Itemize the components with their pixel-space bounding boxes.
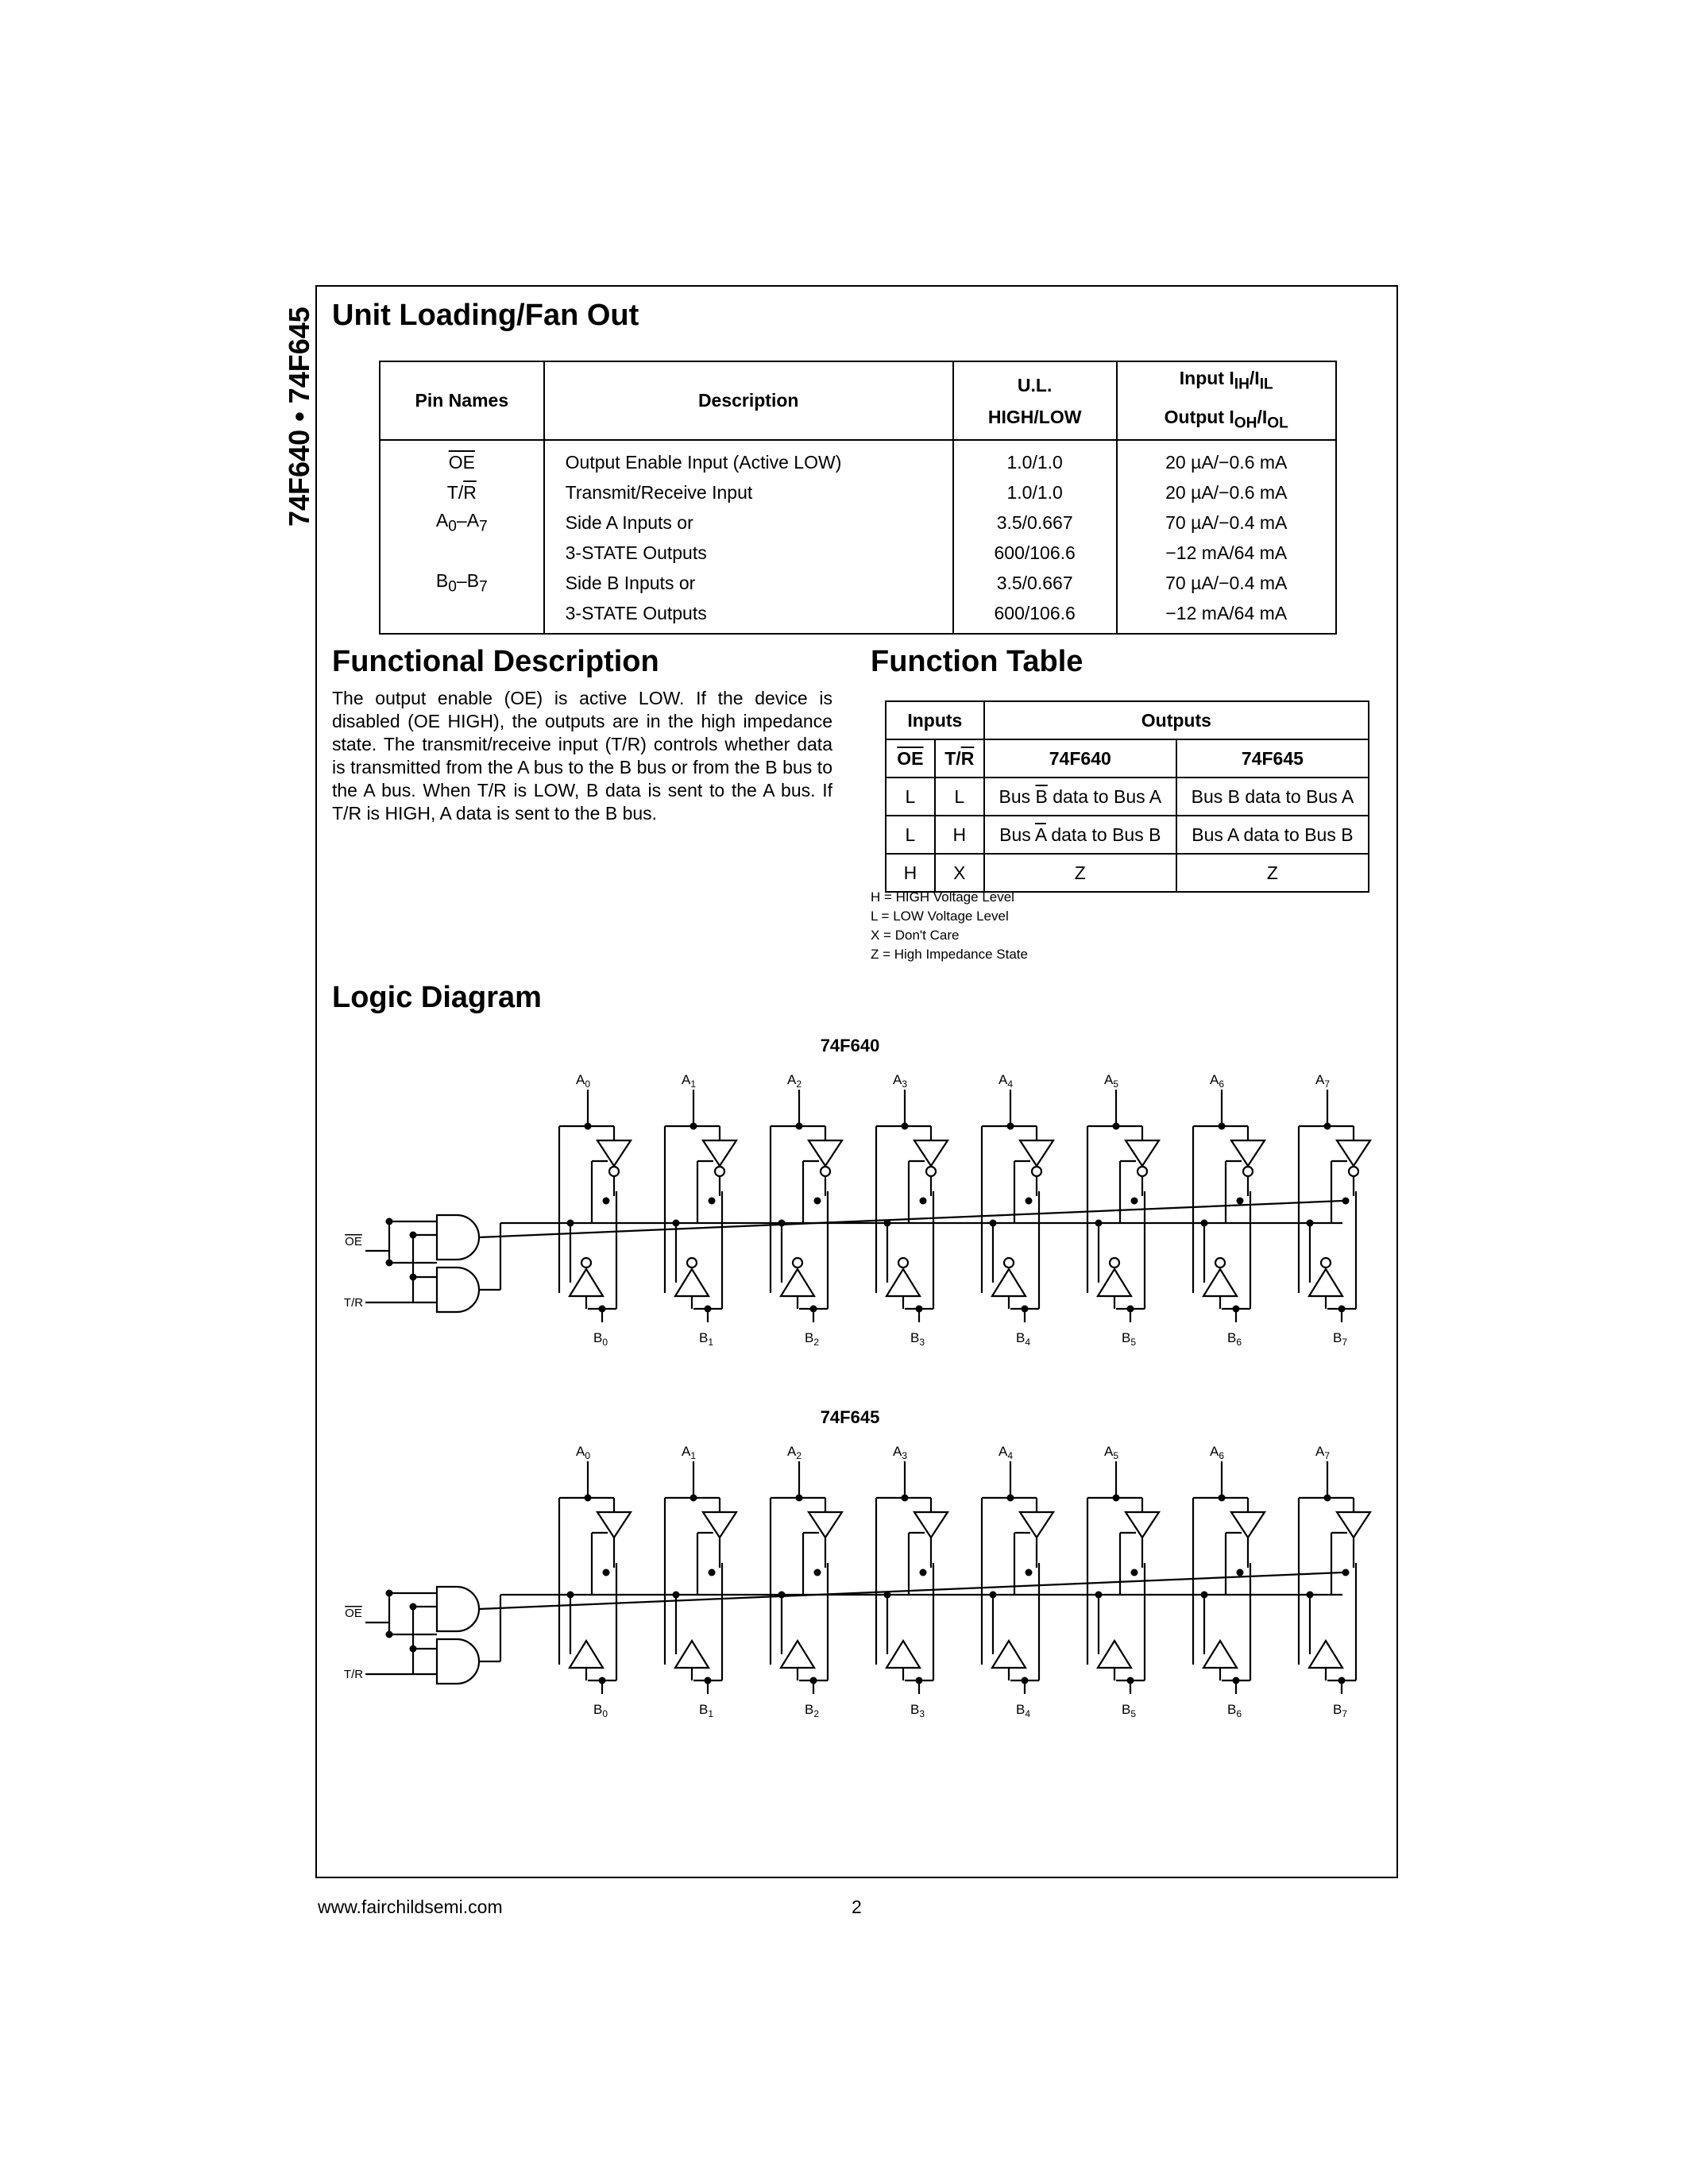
pin-name: $A_0-A_7$ — [380, 507, 544, 538]
f645-value: Bus A data to Bus B — [1176, 816, 1369, 854]
f640-value: Bus $\overline{B}$ data to Bus A — [984, 778, 1176, 816]
side-part-label-text: 74F640 • 74F645 — [283, 307, 315, 527]
buffer-triangle-icon — [1231, 1512, 1265, 1538]
b-pin-label: $B_2$ — [804, 1702, 820, 1719]
header-output-line: Output $I_{OH}/I_{OL}$ — [1164, 406, 1288, 432]
buffer-triangle-icon — [703, 1140, 736, 1166]
b-pin-label: $B_3$ — [910, 1702, 925, 1719]
and-gate-icon — [437, 1215, 479, 1260]
f645-value: Bus B data to Bus A — [1176, 778, 1369, 816]
buffer-triangle-icon — [1020, 1140, 1053, 1166]
logic-diagram-title: Logic Diagram — [332, 981, 542, 1014]
b-pin-label: $B_3$ — [910, 1330, 925, 1348]
table-row — [380, 440, 1336, 477]
b-pin-label: $B_5$ — [1121, 1330, 1137, 1348]
a-pin-label: $A_4$ — [998, 1444, 1014, 1461]
inversion-bubble — [609, 1167, 619, 1176]
table-row — [380, 598, 1336, 634]
junction-dot — [1131, 1569, 1138, 1576]
junction-dot — [920, 1569, 927, 1576]
table-row — [886, 854, 1369, 892]
inversion-bubble — [687, 1258, 697, 1268]
b-pin-label: $B_4$ — [1015, 1330, 1031, 1348]
col-oe: $\overline{OE}$ — [897, 747, 924, 769]
tr-input-label: T/R — [343, 1296, 364, 1310]
function-table — [885, 700, 1369, 893]
legend-item: H = HIGH Voltage Level — [871, 889, 1014, 905]
table-row — [380, 507, 1336, 538]
pin-description: 3-STATE Outputs — [544, 538, 953, 568]
junction-dot — [386, 1590, 393, 1597]
logic-diagrams — [318, 1024, 1382, 1755]
inversion-bubble — [1110, 1258, 1119, 1268]
col-74f645: 74F645 — [1176, 739, 1369, 778]
buffer-triangle-icon — [992, 1641, 1026, 1668]
pin-name: $\overline{OE}$ — [448, 451, 475, 473]
and-gate-icon — [437, 1639, 479, 1684]
side-part-label — [264, 288, 315, 527]
pin-name: $B_0-B_7$ — [380, 568, 544, 598]
b-pin-label: $B_4$ — [1015, 1702, 1031, 1719]
ul-value: 3.5/0.667 — [953, 507, 1117, 538]
inversion-bubble — [1138, 1167, 1147, 1176]
pin-description: 3-STATE Outputs — [544, 598, 953, 634]
buffer-triangle-icon — [675, 1269, 709, 1296]
tr-value: X — [935, 854, 984, 892]
junction-dot — [709, 1198, 716, 1205]
buffer-triangle-icon — [597, 1140, 631, 1166]
pin-description: Side A Inputs or — [544, 507, 953, 538]
io-value: 20 µA/−0.6 mA — [1117, 477, 1336, 507]
b-pin-label: $B_2$ — [804, 1330, 820, 1348]
junction-dot — [410, 1646, 417, 1653]
junction-dot — [1237, 1569, 1244, 1576]
a-pin-label: $A_5$ — [1103, 1444, 1119, 1461]
a-pin-label: $A_5$ — [1103, 1072, 1119, 1090]
inversion-bubble — [581, 1258, 591, 1268]
junction-dot — [386, 1631, 393, 1638]
b-pin-label: $B_6$ — [1226, 1330, 1242, 1348]
diagram-title: 74F640 — [820, 1036, 880, 1055]
junction-dot — [920, 1198, 927, 1205]
a-pin-label: $A_6$ — [1209, 1072, 1225, 1090]
junction-dot — [814, 1198, 821, 1205]
logic-diagram-74f645 — [344, 1407, 1370, 1719]
pin-description: Transmit/Receive Input — [544, 477, 953, 507]
group-inputs: Inputs — [886, 701, 984, 739]
buffer-triangle-icon — [886, 1641, 920, 1668]
buffer-triangle-icon — [1309, 1269, 1342, 1296]
footer-url: www.fairchildsemi.com — [318, 1897, 503, 1917]
junction-dot — [1131, 1198, 1138, 1205]
table-row — [380, 477, 1336, 507]
enable-bus-a — [479, 1572, 1342, 1609]
junction-dot — [410, 1274, 417, 1281]
a-pin-label: $A_1$ — [681, 1444, 697, 1461]
io-value: 20 µA/−0.6 mA — [1117, 440, 1336, 477]
inversion-bubble — [1215, 1258, 1225, 1268]
buffer-triangle-icon — [570, 1641, 603, 1668]
inversion-bubble — [1004, 1258, 1014, 1268]
oe-value: H — [886, 854, 935, 892]
junction-dot — [410, 1232, 417, 1239]
group-outputs: Outputs — [984, 701, 1369, 739]
buffer-triangle-icon — [1231, 1140, 1265, 1166]
header-ul-line1: U.L. — [1017, 374, 1053, 396]
a-pin-label: $A_6$ — [1209, 1444, 1225, 1461]
ul-value: 1.0/1.0 — [953, 440, 1117, 477]
buffer-triangle-icon — [703, 1512, 736, 1538]
a-pin-label: $A_3$ — [892, 1072, 908, 1090]
buffer-triangle-icon — [675, 1641, 709, 1668]
f645-value: Z — [1176, 854, 1369, 892]
inversion-bubble — [898, 1258, 908, 1268]
pin-name — [380, 598, 544, 634]
b-pin-label: $B_0$ — [593, 1702, 608, 1719]
junction-dot — [1026, 1198, 1033, 1205]
io-value: −12 mA/64 mA — [1117, 598, 1336, 634]
a-pin-label: $A_2$ — [786, 1444, 802, 1461]
functional-description-title: Functional Description — [332, 645, 659, 678]
header-ul-line2: HIGH/LOW — [987, 406, 1082, 427]
junction-dot — [1237, 1198, 1244, 1205]
b-pin-label: $B_5$ — [1121, 1702, 1137, 1719]
pin-name — [380, 538, 544, 568]
b-pin-label: $B_7$ — [1332, 1702, 1348, 1719]
junction-dot — [1026, 1569, 1033, 1576]
f640-value: Z — [984, 854, 1176, 892]
inversion-bubble — [926, 1167, 936, 1176]
diagram-title: 74F645 — [820, 1407, 880, 1427]
table-row — [380, 538, 1336, 568]
logic-diagram-74f640 — [344, 1036, 1370, 1348]
junction-dot — [1342, 1569, 1350, 1576]
header-description: Description — [544, 361, 953, 440]
a-pin-label: $A_0$ — [575, 1444, 591, 1461]
functional-description-text: The output enable (OE) is active LOW. If the device is disabled (OE HIGH), the outputs are in the high impedance state. The transmit/receive input (T/R) controls whether data is transmitted from the A bus to the B bus or from the B bus to the A bus. When T/R is LOW, B data is sent to the A bus. If T/R is HIGH, A data is sent to the B bus. — [332, 688, 832, 824]
unit-loading-title: Unit Loading/Fan Out — [332, 299, 639, 332]
inversion-bubble — [793, 1258, 802, 1268]
legend-item: Z = High Impedance State — [871, 947, 1028, 962]
footer-page-number: 2 — [852, 1897, 862, 1917]
junction-dot — [814, 1569, 821, 1576]
a-pin-label: $A_7$ — [1315, 1072, 1331, 1090]
junction-dot — [603, 1569, 610, 1576]
junction-dot — [410, 1603, 417, 1611]
header-ul — [953, 361, 1117, 440]
legend-item: L = LOW Voltage Level — [871, 909, 1009, 924]
function-table-legend — [871, 888, 1028, 964]
junction-dot — [386, 1218, 393, 1225]
buffer-triangle-icon — [1337, 1512, 1370, 1538]
buffer-triangle-icon — [1126, 1512, 1159, 1538]
buffer-triangle-icon — [809, 1140, 842, 1166]
ul-value: 600/106.6 — [953, 598, 1117, 634]
oe-input-label: OE — [345, 1607, 362, 1620]
buffer-triangle-icon — [1203, 1641, 1237, 1668]
buffer-triangle-icon — [914, 1512, 948, 1538]
buffer-triangle-icon — [597, 1512, 631, 1538]
pin-name: $T/\overline{R}$ — [380, 477, 544, 507]
junction-dot — [1342, 1198, 1350, 1205]
buffer-triangle-icon — [914, 1140, 948, 1166]
tr-value: L — [935, 778, 984, 816]
b-pin-label: $B_0$ — [593, 1330, 608, 1348]
unit-loading-table — [379, 361, 1337, 635]
a-pin-label: $A_3$ — [892, 1444, 908, 1461]
oe-input-label: OE — [345, 1235, 362, 1248]
a-pin-label: $A_7$ — [1315, 1444, 1331, 1461]
tr-value: H — [935, 816, 984, 854]
ul-value: 600/106.6 — [953, 538, 1117, 568]
buffer-triangle-icon — [1126, 1140, 1159, 1166]
enable-bus-a — [479, 1201, 1342, 1237]
f640-value: Bus $\overline{A}$ data to Bus B — [984, 816, 1176, 854]
b-pin-label: $B_1$ — [698, 1330, 714, 1348]
junction-dot — [386, 1260, 393, 1267]
col-tr: $T/\overline{R}$ — [935, 739, 984, 778]
junction-dot — [709, 1569, 716, 1576]
b-pin-label: $B_1$ — [698, 1702, 714, 1719]
b-pin-label: $B_6$ — [1226, 1702, 1242, 1719]
buffer-triangle-icon — [1203, 1269, 1237, 1296]
header-input-output — [1117, 361, 1336, 440]
table-row — [380, 568, 1336, 598]
inversion-bubble — [1349, 1167, 1358, 1176]
and-gate-icon — [437, 1268, 479, 1312]
inversion-bubble — [715, 1167, 724, 1176]
buffer-triangle-icon — [570, 1269, 603, 1296]
b-pin-label: $B_7$ — [1332, 1330, 1348, 1348]
io-value: −12 mA/64 mA — [1117, 538, 1336, 568]
and-gate-icon — [437, 1587, 479, 1631]
buffer-triangle-icon — [1098, 1269, 1131, 1296]
table-row — [886, 816, 1369, 854]
oe-value: L — [886, 778, 935, 816]
oe-value: L — [886, 816, 935, 854]
buffer-triangle-icon — [992, 1269, 1026, 1296]
buffer-triangle-icon — [809, 1512, 842, 1538]
buffer-triangle-icon — [1337, 1140, 1370, 1166]
tr-input-label: T/R — [343, 1668, 364, 1681]
header-pin-names: Pin Names — [380, 361, 544, 440]
inversion-bubble — [1032, 1167, 1041, 1176]
buffer-triangle-icon — [781, 1641, 814, 1668]
ul-value: 1.0/1.0 — [953, 477, 1117, 507]
legend-item: X = Don't Care — [871, 928, 960, 943]
buffer-triangle-icon — [1020, 1512, 1053, 1538]
buffer-triangle-icon — [1098, 1641, 1131, 1668]
buffer-triangle-icon — [886, 1269, 920, 1296]
junction-dot — [603, 1198, 610, 1205]
buffer-triangle-icon — [781, 1269, 814, 1296]
a-pin-label: $A_2$ — [786, 1072, 802, 1090]
io-value: 70 µA/−0.4 mA — [1117, 507, 1336, 538]
pin-description: Output Enable Input (Active LOW) — [544, 440, 953, 477]
buffer-triangle-icon — [1309, 1641, 1342, 1668]
header-input-line: Input $I_{IH}/I_{IL}$ — [1179, 368, 1273, 393]
col-74f640: 74F640 — [984, 739, 1176, 778]
ul-value: 3.5/0.667 — [953, 568, 1117, 598]
io-value: 70 µA/−0.4 mA — [1117, 568, 1336, 598]
function-table-title: Function Table — [871, 645, 1083, 678]
inversion-bubble — [821, 1167, 830, 1176]
inversion-bubble — [1321, 1258, 1331, 1268]
a-pin-label: $A_1$ — [681, 1072, 697, 1090]
table-row — [886, 778, 1369, 816]
a-pin-label: $A_4$ — [998, 1072, 1014, 1090]
inversion-bubble — [1243, 1167, 1253, 1176]
pin-description: Side B Inputs or — [544, 568, 953, 598]
a-pin-label: $A_0$ — [575, 1072, 591, 1090]
